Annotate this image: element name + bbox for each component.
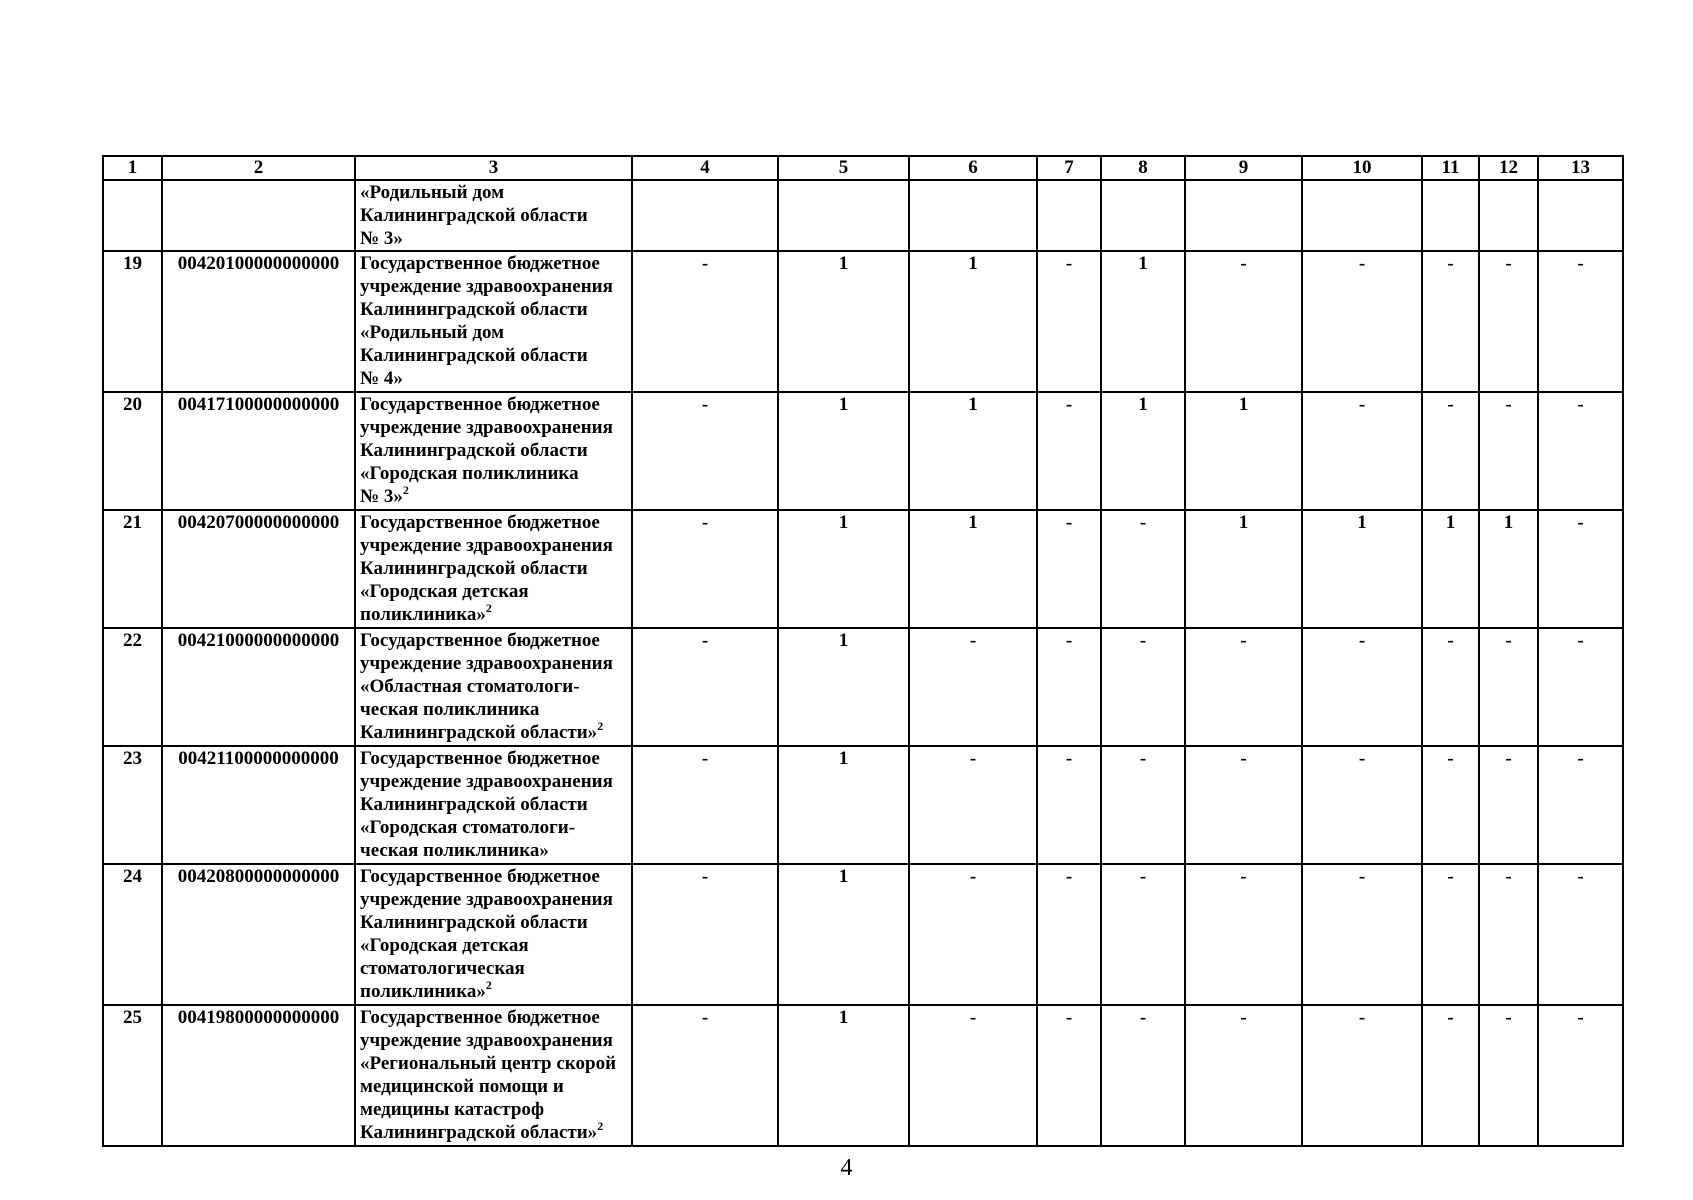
value-cell: - bbox=[1037, 746, 1101, 864]
institution-name-cell bbox=[355, 628, 632, 746]
value-cell bbox=[909, 180, 1037, 251]
value-cell: - bbox=[1185, 1005, 1302, 1146]
value-cell: 1 bbox=[1302, 510, 1422, 628]
value-cell: - bbox=[1101, 746, 1185, 864]
value-cell bbox=[1302, 180, 1422, 251]
value-cell: - bbox=[1101, 628, 1185, 746]
value-cell: - bbox=[1538, 864, 1623, 1005]
institution-code: 00420100000000000 bbox=[162, 251, 355, 392]
value-cell: - bbox=[632, 746, 778, 864]
value-cell: - bbox=[1302, 392, 1422, 510]
value-cell: 1 bbox=[909, 510, 1037, 628]
value-cell: - bbox=[1101, 864, 1185, 1005]
institution-code: 00420800000000000 bbox=[162, 864, 355, 1005]
table-row bbox=[103, 628, 1623, 746]
data-table bbox=[102, 155, 1624, 1147]
value-cell: - bbox=[1422, 628, 1479, 746]
row-number: 20 bbox=[103, 392, 162, 510]
footnote-mark: 2 bbox=[597, 718, 604, 733]
institution-name-cell bbox=[355, 180, 632, 251]
footnote-mark: 2 bbox=[485, 977, 492, 992]
institution-name-cell bbox=[355, 510, 632, 628]
column-header: 5 bbox=[778, 156, 909, 180]
row-number bbox=[103, 180, 162, 251]
value-cell: - bbox=[1538, 510, 1623, 628]
institution-code: 00421000000000000 bbox=[162, 628, 355, 746]
table-row bbox=[103, 746, 1623, 864]
value-cell: 1 bbox=[1185, 510, 1302, 628]
value-cell: 1 bbox=[778, 251, 909, 392]
institution-name-cell bbox=[355, 864, 632, 1005]
column-header: 4 bbox=[632, 156, 778, 180]
value-cell: - bbox=[1538, 392, 1623, 510]
value-cell: - bbox=[1302, 251, 1422, 392]
table-row bbox=[103, 1005, 1623, 1146]
institution-name: Государственное бюджетное учреждение здравоохранения Калининградской области «Городская поликлиника № 3» bbox=[360, 394, 613, 507]
value-cell: - bbox=[1422, 1005, 1479, 1146]
value-cell: - bbox=[1302, 1005, 1422, 1146]
value-cell: - bbox=[1422, 251, 1479, 392]
value-cell: - bbox=[1101, 1005, 1185, 1146]
row-number: 21 bbox=[103, 510, 162, 628]
value-cell: 1 bbox=[1101, 251, 1185, 392]
value-cell bbox=[1037, 180, 1101, 251]
value-cell: - bbox=[1479, 864, 1538, 1005]
institution-name: Государственное бюджетное учреждение здравоохранения «Региональный центр скорой медицинской помощи и медицины катастроф Калининградской области» bbox=[360, 1007, 617, 1143]
value-cell: - bbox=[1479, 746, 1538, 864]
value-cell: 1 bbox=[778, 746, 909, 864]
value-cell: - bbox=[1479, 392, 1538, 510]
institution-name-cell bbox=[355, 392, 632, 510]
value-cell: - bbox=[632, 510, 778, 628]
table-row bbox=[103, 251, 1623, 392]
value-cell: - bbox=[632, 392, 778, 510]
institution-name: Государственное бюджетное учреждение здравоохранения «Областная стоматологи- ческая поликлиника Калининградской области» bbox=[360, 630, 613, 743]
footnote-mark: 2 bbox=[485, 600, 492, 615]
value-cell: 1 bbox=[1479, 510, 1538, 628]
footnote-mark: 2 bbox=[402, 482, 409, 497]
column-header: 12 bbox=[1479, 156, 1538, 180]
value-cell: - bbox=[1302, 864, 1422, 1005]
value-cell: - bbox=[1538, 1005, 1623, 1146]
value-cell bbox=[1101, 180, 1185, 251]
value-cell: - bbox=[1538, 628, 1623, 746]
value-cell: 1 bbox=[778, 510, 909, 628]
institution-code: 00421100000000000 bbox=[162, 746, 355, 864]
value-cell: - bbox=[1037, 864, 1101, 1005]
value-cell: - bbox=[1037, 510, 1101, 628]
value-cell: - bbox=[1538, 251, 1623, 392]
value-cell: - bbox=[1422, 746, 1479, 864]
value-cell: - bbox=[1479, 1005, 1538, 1146]
institution-name-cell bbox=[355, 1005, 632, 1146]
value-cell bbox=[632, 180, 778, 251]
value-cell bbox=[778, 180, 909, 251]
institution-name: Государственное бюджетное учреждение здравоохранения Калининградской области «Городская стоматологи- ческая поликлиника» bbox=[360, 748, 613, 861]
column-header: 7 bbox=[1037, 156, 1101, 180]
value-cell: - bbox=[1185, 864, 1302, 1005]
value-cell: - bbox=[909, 628, 1037, 746]
value-cell: - bbox=[1302, 746, 1422, 864]
value-cell: - bbox=[1422, 392, 1479, 510]
value-cell: - bbox=[1538, 746, 1623, 864]
value-cell: - bbox=[632, 628, 778, 746]
value-cell: - bbox=[1101, 510, 1185, 628]
column-header: 11 bbox=[1422, 156, 1479, 180]
value-cell: - bbox=[632, 1005, 778, 1146]
row-number: 24 bbox=[103, 864, 162, 1005]
row-number: 23 bbox=[103, 746, 162, 864]
value-cell: - bbox=[1037, 251, 1101, 392]
institution-name: «Родильный дом Калининградской области № 3» bbox=[360, 182, 588, 249]
row-number: 22 bbox=[103, 628, 162, 746]
table-row bbox=[103, 864, 1623, 1005]
value-cell: 1 bbox=[909, 392, 1037, 510]
institution-name-cell bbox=[355, 251, 632, 392]
value-cell bbox=[1422, 180, 1479, 251]
column-header: 3 bbox=[355, 156, 632, 180]
column-number-row bbox=[103, 156, 1623, 180]
row-number: 19 bbox=[103, 251, 162, 392]
value-cell: 1 bbox=[778, 864, 909, 1005]
institution-name: Государственное бюджетное учреждение здравоохранения Калининградской области «Родильный дом Калининградской области № 4» bbox=[360, 253, 613, 389]
institution-code: 00420700000000000 bbox=[162, 510, 355, 628]
table-row bbox=[103, 392, 1623, 510]
column-header: 1 bbox=[103, 156, 162, 180]
institution-code: 00417100000000000 bbox=[162, 392, 355, 510]
value-cell: - bbox=[1422, 864, 1479, 1005]
value-cell: - bbox=[1037, 1005, 1101, 1146]
value-cell: - bbox=[909, 746, 1037, 864]
column-header: 9 bbox=[1185, 156, 1302, 180]
value-cell: - bbox=[1037, 392, 1101, 510]
value-cell: - bbox=[1302, 628, 1422, 746]
value-cell: 1 bbox=[1185, 392, 1302, 510]
value-cell: - bbox=[1185, 746, 1302, 864]
value-cell: - bbox=[1185, 251, 1302, 392]
value-cell: 1 bbox=[909, 251, 1037, 392]
value-cell bbox=[1479, 180, 1538, 251]
value-cell: 1 bbox=[778, 392, 909, 510]
value-cell: - bbox=[1185, 628, 1302, 746]
value-cell: - bbox=[1037, 628, 1101, 746]
value-cell: 1 bbox=[1422, 510, 1479, 628]
column-header: 8 bbox=[1101, 156, 1185, 180]
value-cell: 1 bbox=[778, 1005, 909, 1146]
institution-name: Государственное бюджетное учреждение здравоохранения Калининградской области «Городская детская поликлиника» bbox=[360, 512, 613, 625]
value-cell bbox=[1185, 180, 1302, 251]
value-cell: 1 bbox=[778, 628, 909, 746]
column-header: 10 bbox=[1302, 156, 1422, 180]
row-number: 25 bbox=[103, 1005, 162, 1146]
value-cell: - bbox=[909, 1005, 1037, 1146]
document-page bbox=[102, 155, 1624, 1147]
footnote-mark: 2 bbox=[597, 1118, 604, 1133]
institution-name-cell bbox=[355, 746, 632, 864]
table-row bbox=[103, 510, 1623, 628]
column-header: 2 bbox=[162, 156, 355, 180]
institution-code: 00419800000000000 bbox=[162, 1005, 355, 1146]
value-cell: 1 bbox=[1101, 392, 1185, 510]
value-cell bbox=[1538, 180, 1623, 251]
page-number: 4 bbox=[840, 1155, 853, 1181]
institution-code bbox=[162, 180, 355, 251]
value-cell: - bbox=[1479, 628, 1538, 746]
value-cell: - bbox=[632, 864, 778, 1005]
institution-name: Государственное бюджетное учреждение здравоохранения Калининградской области «Городская детская стоматологическая поликлиника» bbox=[360, 866, 613, 1002]
table-row bbox=[103, 180, 1623, 251]
value-cell: - bbox=[632, 251, 778, 392]
value-cell: - bbox=[1479, 251, 1538, 392]
value-cell: - bbox=[909, 864, 1037, 1005]
column-header: 6 bbox=[909, 156, 1037, 180]
column-header: 13 bbox=[1538, 156, 1623, 180]
